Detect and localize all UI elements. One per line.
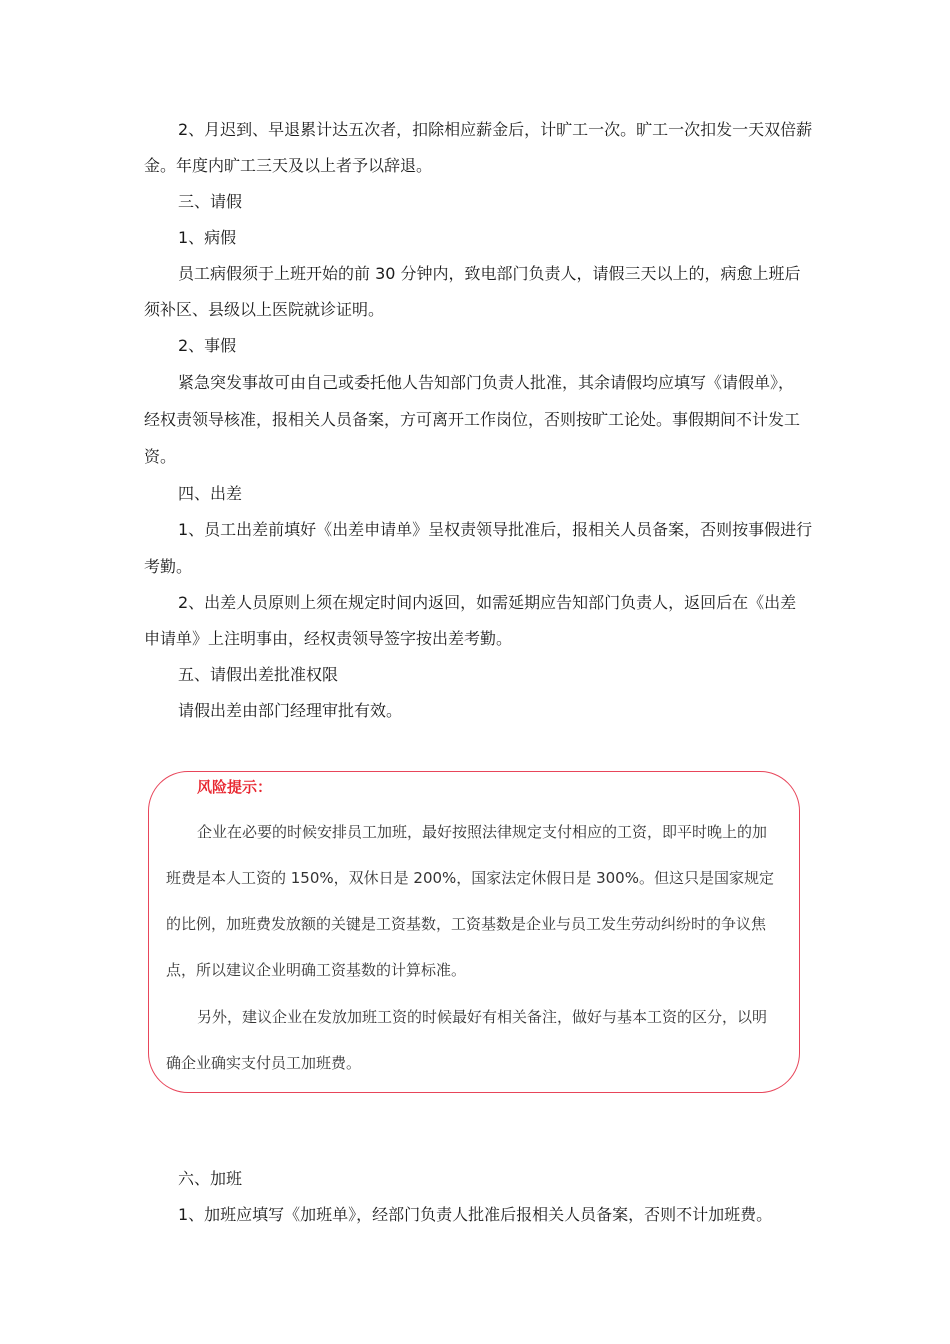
paragraph-line: 1、加班应填写《加班单》，经部门负责人批准后报相关人员备案，否则不计加班费。 <box>178 1205 773 1224</box>
paragraph-line: 1、员工出差前填好《出差申请单》呈权责领导批准后，报相关人员备案，否则按事假进行 <box>178 520 813 539</box>
paragraph-line: 经权责领导核准，报相关人员备案，方可离开工作岗位，否则按旷工论处。事假期间不计发工 <box>144 410 801 429</box>
paragraph-line: 资。 <box>144 447 177 466</box>
paragraph-line: 须补区、县级以上医院就诊证明。 <box>144 300 385 319</box>
risk-paragraph-line: 的比例，加班费发放额的关键是工资基数，工资基数是企业与员工发生劳动纠纷时的争议焦 <box>166 915 767 933</box>
paragraph-line: 2、月迟到、早退累计达五次者，扣除相应薪金后，计旷工一次。旷工一次扣发一天双倍薪 <box>178 120 813 139</box>
section-heading-business-trip: 四、出差 <box>178 484 243 503</box>
paragraph-line: 请假出差由部门经理审批有效。 <box>178 701 403 720</box>
section-heading-overtime: 六、加班 <box>178 1169 243 1188</box>
paragraph-line: 员工病假须于上班开始的前 30 分钟内，致电部门负责人，请假三天以上的，病愈上班后 <box>178 264 801 283</box>
subheading-personal-leave: 2、事假 <box>178 336 237 355</box>
risk-paragraph-line: 另外，建议企业在发放加班工资的时候最好有相关备注，做好与基本工资的区分，以明 <box>197 1008 768 1026</box>
section-heading-approval: 五、请假出差批准权限 <box>178 665 339 684</box>
paragraph-line: 考勤。 <box>144 557 193 576</box>
paragraph-line: 金。年度内旷工三天及以上者予以辞退。 <box>144 156 433 175</box>
paragraph-line: 紧急突发事故可由自己或委托他人告知部门负责人批准，其余请假均应填写《请假单》， <box>178 373 795 392</box>
risk-paragraph-line: 企业在必要的时候安排员工加班，最好按照法律规定支付相应的工资，即平时晚上的加 <box>197 823 768 841</box>
section-heading-leave: 三、请假 <box>178 192 243 211</box>
paragraph-line: 申请单》上注明事由，经权责领导签字按出差考勤。 <box>144 629 513 648</box>
risk-paragraph-line: 点，所以建议企业明确工资基数的计算标准。 <box>166 961 467 979</box>
risk-paragraph-line: 确企业确实支付员工加班费。 <box>166 1054 362 1072</box>
risk-notice-title: 风险提示： <box>197 778 273 796</box>
subheading-sick-leave: 1、病假 <box>178 228 237 247</box>
risk-paragraph-line: 班费是本人工资的 150%，双休日是 200%，国家法定休假日是 300%。但这只是国家规定 <box>166 869 774 887</box>
paragraph-line: 2、出差人员原则上须在规定时间内返回，如需延期应告知部门负责人，返回后在《出差 <box>178 593 797 612</box>
